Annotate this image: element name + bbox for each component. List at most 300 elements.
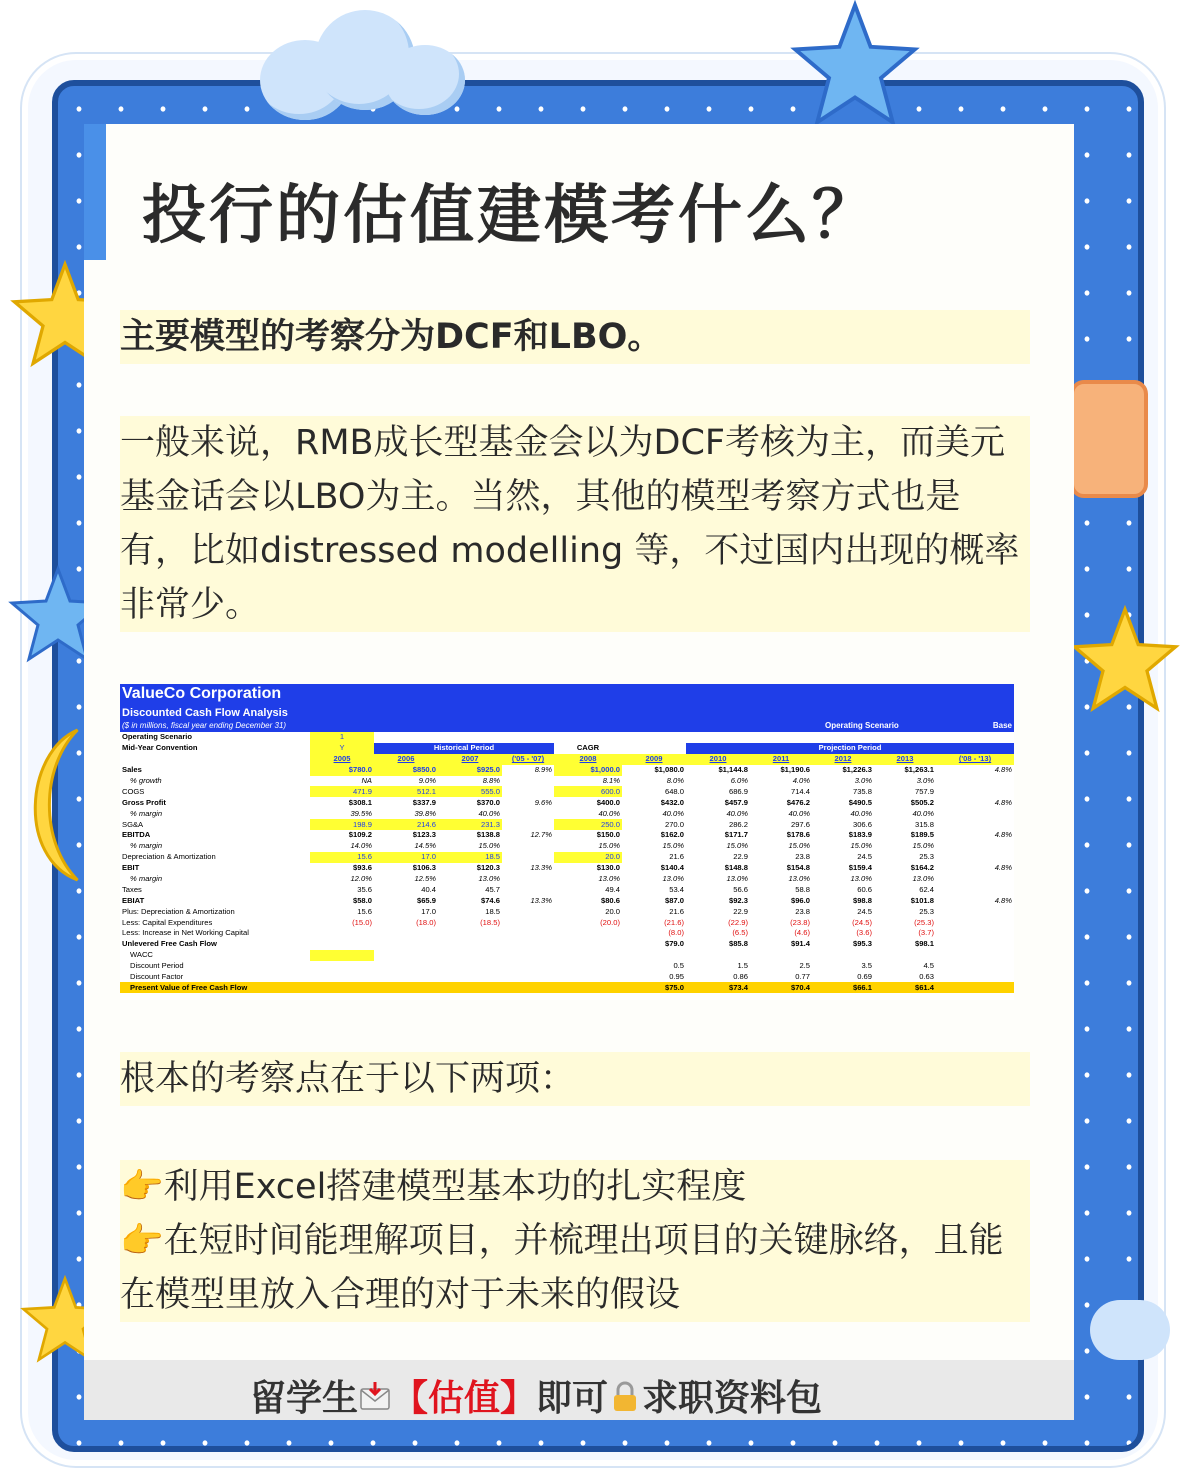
sheet-value: 18.5 — [438, 852, 502, 863]
pointing-hand-icon: 👉 — [120, 1221, 164, 1261]
sheet-value: $79.0 — [664, 939, 684, 949]
sheet-cell — [374, 732, 438, 743]
sheet-value: 24.5 — [857, 906, 872, 916]
sheet-value: 198.9 — [310, 819, 374, 830]
sheet-value: 21.6 — [669, 852, 684, 862]
sheet-row-label: COGS — [122, 786, 145, 796]
sheet-value: $183.9 — [848, 830, 872, 840]
sheet-scenario-label: Operating Scenario — [825, 721, 899, 730]
intro-paragraph: 主要模型的考察分为DCF和LBO。 — [120, 310, 1030, 364]
sheet-value: 20.0 — [605, 906, 620, 916]
sheet-value: 40.0% — [850, 808, 872, 818]
sheet-value: 270.0 — [664, 819, 684, 829]
year-header: 2009 — [622, 754, 686, 765]
sheet-row — [120, 743, 1014, 754]
sheet-cagr — [936, 808, 1014, 819]
sheet-value: $148.8 — [724, 863, 748, 873]
sheet-cell — [812, 732, 874, 743]
sheet-value: 22.9 — [733, 852, 748, 862]
sheet-value — [310, 928, 374, 939]
sheet-company: ValueCo Corporation — [122, 685, 282, 702]
sheet-row-label: % growth — [130, 776, 162, 785]
sheet-cagr — [936, 982, 1014, 993]
sheet-row-label: Present Value of Free Cash Flow — [120, 982, 310, 993]
sheet-value: $101.8 — [910, 895, 934, 905]
sheet-cagr — [936, 884, 1014, 895]
sheet-value: (15.0) — [352, 917, 372, 927]
sheet-value: 15.6 — [357, 906, 372, 916]
sheet-row — [120, 830, 1014, 841]
sheet-value: 23.8 — [795, 906, 810, 916]
sheet-value: $138.8 — [476, 830, 500, 840]
sheet-value: 297.6 — [790, 819, 810, 829]
sheet-value: $120.3 — [476, 863, 500, 873]
sheet-cagr — [502, 786, 554, 797]
content-card — [84, 124, 1074, 1420]
sheet-value: 13.0% — [662, 874, 684, 884]
sheet-value — [438, 950, 502, 961]
sheet-value: $400.0 — [596, 797, 620, 807]
sheet-value — [686, 950, 750, 961]
sheet-row — [120, 884, 1014, 895]
sheet-value: $925.0 — [438, 765, 502, 776]
sheet-cagr — [936, 928, 1014, 939]
sheet-value: 8.0% — [666, 776, 684, 785]
sheet-row — [120, 797, 1014, 808]
sheet-value: (3.6) — [856, 928, 872, 938]
sheet-cagr — [502, 982, 554, 993]
sheet-value — [374, 982, 438, 993]
sheet-value: $66.1 — [812, 982, 874, 993]
sheet-value: $98.8 — [852, 895, 872, 905]
sheet-value: $96.0 — [790, 895, 810, 905]
sheet-value: $92.3 — [728, 895, 748, 905]
sheet-value: $58.0 — [352, 895, 372, 905]
sheet-value — [374, 972, 438, 983]
sheet-row — [120, 776, 1014, 787]
sheet-value: $178.6 — [786, 830, 810, 840]
sheet-row-label: Depreciation & Amortization — [122, 852, 216, 862]
sheet-value: 1.5 — [737, 961, 748, 971]
sheet-value — [438, 939, 502, 950]
sheet-row — [120, 841, 1014, 852]
sheet-value: 15.0% — [662, 841, 684, 851]
sheet-value: $1,144.8 — [718, 765, 748, 775]
sheet-value: $164.2 — [910, 863, 934, 873]
sheet-cagr — [502, 961, 554, 972]
year-header: 2006 — [374, 754, 438, 765]
sheet-value: $780.0 — [310, 765, 374, 776]
sheet-value: 4.5 — [923, 961, 934, 971]
sheet-value — [374, 928, 438, 939]
sheet-row-label: % margin — [130, 808, 163, 818]
sheet-value: $490.5 — [848, 797, 872, 807]
dcf-spreadsheet — [120, 684, 1014, 1000]
sheet-value: 2.5 — [799, 961, 810, 971]
sheet-row — [120, 863, 1014, 874]
sheet-row — [120, 917, 1014, 928]
footer-post2: 求职资料包 — [642, 1378, 823, 1419]
sheet-value: (4.6) — [794, 928, 810, 938]
footer-banner — [84, 1360, 1074, 1420]
sheet-value: $505.2 — [910, 797, 934, 807]
sheet-row — [120, 939, 1014, 950]
sheet-row-label: Discount Factor — [130, 972, 184, 982]
sheet-cagr: 8.9% — [534, 765, 552, 775]
sheet-value: $150.0 — [596, 830, 620, 840]
sheet-value: $61.4 — [874, 982, 936, 993]
sheet-value: $370.0 — [476, 797, 500, 807]
sheet-value: 20.0 — [554, 852, 622, 863]
sheet-value: $457.9 — [724, 797, 748, 807]
sheet-value: 12.0% — [350, 874, 372, 884]
sheet-value: 35.6 — [357, 884, 372, 894]
sheet-row — [120, 754, 1014, 765]
sheet-value: 735.8 — [852, 786, 872, 796]
sheet-input-cell: Y — [310, 743, 374, 754]
sheet-row — [120, 786, 1014, 797]
sheet-value — [438, 972, 502, 983]
sheet-cell — [120, 754, 310, 765]
sheet-row — [120, 765, 1014, 776]
sheet-cell — [750, 732, 812, 743]
cloud-icon — [1090, 1300, 1170, 1360]
sheet-row-label: Taxes — [122, 884, 142, 894]
sheet-value: 15.0% — [598, 841, 620, 851]
sheet-value: $65.9 — [416, 895, 436, 905]
sheet-value: 306.6 — [852, 819, 872, 829]
sheet-value: 60.6 — [857, 884, 872, 894]
star-icon — [1070, 600, 1180, 720]
sheet-cagr — [502, 884, 554, 895]
sheet-value — [310, 982, 374, 993]
sheet-value: $73.4 — [686, 982, 750, 993]
sheet-value — [438, 928, 502, 939]
sheet-cell — [622, 732, 686, 743]
sheet-cell — [622, 743, 686, 754]
sheet-row-label: Plus: Depreciation & Amortization — [122, 906, 235, 916]
sheet-row — [120, 950, 1014, 961]
sheet-value: $95.3 — [852, 939, 872, 949]
sheet-row — [120, 808, 1014, 819]
sheet-row — [120, 819, 1014, 830]
sheet-value: (20.0) — [600, 917, 620, 927]
sheet-row-label: Gross Profit — [122, 797, 166, 807]
sheet-value: $1,080.0 — [654, 765, 684, 775]
sheet-cagr — [936, 819, 1014, 830]
sheet-row-label: Operating Scenario — [122, 732, 193, 742]
footer-post1: 即可 — [536, 1378, 609, 1419]
sheet-cell — [502, 732, 554, 743]
sheet-value: 0.5 — [673, 961, 684, 971]
sheet-cagr: 12.7% — [530, 830, 552, 840]
sheet-value: 18.5 — [485, 906, 500, 916]
sheet-row — [120, 928, 1014, 939]
sheet-row — [120, 852, 1014, 863]
sheet-cagr — [502, 852, 554, 863]
sheet-value: (18.0) — [416, 917, 436, 927]
sheet-cell — [936, 732, 1014, 743]
sheet-row-label: % margin — [130, 874, 163, 884]
sheet-value: $140.4 — [660, 863, 684, 873]
sheet-cagr: 9.6% — [534, 797, 552, 807]
footer-pre: 留学生 — [250, 1378, 359, 1419]
sheet-value: (6.5) — [732, 928, 748, 938]
sheet-row — [120, 895, 1014, 906]
sheet-cell — [686, 732, 750, 743]
year-header: 2007 — [438, 754, 502, 765]
year-header: 2010 — [686, 754, 750, 765]
sheet-value — [554, 950, 622, 961]
sheet-value: 39.5% — [350, 808, 372, 818]
sheet-cagr — [502, 906, 554, 917]
sheet-value: (18.5) — [480, 917, 500, 927]
sheet-value: 40.0% — [726, 808, 748, 818]
sheet-value: 6.0% — [730, 776, 748, 785]
sheet-value — [554, 972, 622, 983]
sheet-value: $98.1 — [914, 939, 934, 949]
sheet-row-label: EBITDA — [122, 830, 151, 840]
sheet-value: 25.3 — [919, 906, 934, 916]
sheet-value: 8.1% — [602, 776, 620, 785]
sheet-value: 25.3 — [919, 852, 934, 862]
sheet-value: $1,263.1 — [904, 765, 934, 775]
sheet-value: 471.9 — [310, 786, 374, 797]
sheet-value: 3.5 — [861, 961, 872, 971]
sheet-cagr — [502, 950, 554, 961]
sheet-cagr — [502, 819, 554, 830]
sheet-value: 13.0% — [726, 874, 748, 884]
sheet-row — [120, 961, 1014, 972]
sheet-value: 757.9 — [914, 786, 934, 796]
sheet-value: 22.9 — [733, 906, 748, 916]
sheet-value: 53.4 — [669, 884, 684, 894]
sheet-value: $159.4 — [848, 863, 872, 873]
sheet-value: 0.86 — [733, 972, 748, 982]
sheet-value: 0.77 — [795, 972, 810, 982]
sheet-cagr — [936, 874, 1014, 885]
sheet-value: 3.0% — [916, 776, 934, 785]
dcf-table — [120, 732, 1014, 993]
sheet-cagr — [936, 906, 1014, 917]
sheet-value: 9.0% — [418, 776, 436, 785]
year-header: 2012 — [812, 754, 874, 765]
sheet-value: 40.0% — [912, 808, 934, 818]
sheet-cagr — [936, 841, 1014, 852]
sheet-cagr — [936, 776, 1014, 787]
sheet-cagr — [502, 874, 554, 885]
sheet-value: $1,190.6 — [780, 765, 810, 775]
sheet-row-label: Discount Period — [130, 961, 184, 971]
sheet-value: (3.7) — [918, 928, 934, 938]
sheet-row-label: Less: Capital Expenditures — [122, 917, 213, 927]
sheet-value: 714.4 — [790, 786, 810, 796]
sheet-value — [374, 939, 438, 950]
sheet-cell — [554, 732, 622, 743]
sheet-value: $80.6 — [600, 895, 620, 905]
sheet-row-label: Less: Increase in Net Working Capital — [122, 928, 249, 938]
star-icon — [780, 0, 930, 130]
sheet-value: 40.0% — [598, 808, 620, 818]
sheet-value: 512.1 — [374, 786, 438, 797]
sheet-value: $91.4 — [790, 939, 810, 949]
sheet-value: 40.0% — [788, 808, 810, 818]
sheet-value: $308.1 — [348, 797, 372, 807]
sheet-value: (22.9) — [728, 917, 748, 927]
sheet-scenario-case: Base — [992, 721, 1012, 730]
sheet-value: 23.8 — [795, 852, 810, 862]
sheet-cagr: 4.8% — [994, 797, 1012, 807]
sheet-cagr: 13.3% — [530, 863, 552, 873]
sheet-cell — [438, 732, 502, 743]
historical-period-header: Historical Period — [374, 743, 554, 754]
sheet-row-label: Unlevered Free Cash Flow — [122, 939, 217, 949]
sheet-cagr: 4.8% — [994, 863, 1012, 873]
sheet-row-label: EBIT — [122, 863, 140, 873]
sheet-value: $130.0 — [596, 863, 620, 873]
sheet-value — [438, 982, 502, 993]
sheet-value: 45.7 — [485, 884, 500, 894]
sheet-value: 49.4 — [605, 884, 620, 894]
sheet-value: 600.0 — [554, 786, 622, 797]
sheet-value — [438, 961, 502, 972]
sheet-value: $337.9 — [412, 797, 436, 807]
sheet-value: $123.3 — [412, 830, 436, 840]
sheet-cagr — [936, 786, 1014, 797]
sheet-value — [622, 950, 686, 961]
sheet-value — [554, 982, 622, 993]
sheet-value: 21.6 — [669, 906, 684, 916]
sheet-units: ($ in millions, fiscal year ending December 31) — [122, 721, 287, 730]
tag-icon — [1070, 380, 1148, 498]
page-title: 投行的估值建模考什么？ — [142, 179, 879, 253]
sheet-value: $154.8 — [786, 863, 810, 873]
sheet-row-label: Sales — [122, 765, 142, 775]
sheet-row — [120, 874, 1014, 885]
sheet-cell — [874, 732, 936, 743]
sheet-value: $109.2 — [348, 830, 372, 840]
sheet-value: $1,226.3 — [842, 765, 872, 775]
sheet-value — [310, 972, 374, 983]
pointing-hand-icon: 👉 — [120, 1167, 164, 1207]
sheet-value: 15.0% — [912, 841, 934, 851]
year-header: 2005 — [310, 754, 374, 765]
sheet-value: 13.0% — [912, 874, 934, 884]
sheet-value: $93.6 — [352, 863, 372, 873]
year-header: 2011 — [750, 754, 812, 765]
lock-icon — [608, 1380, 642, 1414]
sheet-value: 286.2 — [728, 819, 748, 829]
sheet-value: 15.0% — [726, 841, 748, 851]
sheet-value: 0.63 — [919, 972, 934, 982]
sheet-cagr — [502, 776, 554, 787]
sheet-value: (23.8) — [790, 917, 810, 927]
year-header: 2013 — [874, 754, 936, 765]
sheet-value: $171.7 — [724, 830, 748, 840]
sheet-value: $106.3 — [412, 863, 436, 873]
sheet-value — [554, 928, 622, 939]
sheet-row — [120, 972, 1014, 983]
sheet-value: 14.5% — [414, 841, 436, 851]
sheet-value: 15.6 — [310, 852, 374, 863]
sheet-value: 12.5% — [414, 874, 436, 884]
sheet-row-label: SG&A — [122, 819, 144, 829]
sheet-value: 62.4 — [919, 884, 934, 894]
sheet-value: 40.0% — [478, 808, 500, 818]
sheet-value: $75.0 — [622, 982, 686, 993]
projection-period-header: Projection Period — [686, 743, 1014, 754]
sheet-value: $476.2 — [786, 797, 810, 807]
sheet-value: 214.6 — [374, 819, 438, 830]
sheet-value — [374, 950, 438, 961]
sheet-subtitle: Discounted Cash Flow Analysis — [122, 707, 288, 719]
sheet-row-label: % margin — [130, 841, 163, 851]
sheet-value — [750, 950, 812, 961]
sheet-value — [374, 961, 438, 972]
sheet-cagr — [936, 961, 1014, 972]
sheet-value: 14.0% — [350, 841, 372, 851]
sheet-value: $850.0 — [374, 765, 438, 776]
sheet-value: 8.8% — [482, 776, 500, 785]
sheet-value — [310, 939, 374, 950]
sheet-input-cell: 1 — [310, 732, 374, 743]
sheet-row — [120, 906, 1014, 917]
sheet-cagr — [936, 939, 1014, 950]
sheet-value: 315.8 — [914, 819, 934, 829]
year-header: 2008 — [554, 754, 622, 765]
key-points-intro: 根本的考察点在于以下两项： — [120, 1052, 1030, 1106]
sheet-value: 250.0 — [554, 819, 622, 830]
sheet-row-label: WACC — [130, 950, 153, 960]
cagr-header: CAGR — [576, 743, 600, 753]
sheet-value: $1,000.0 — [554, 765, 622, 776]
sheet-value: 13.0% — [478, 874, 500, 884]
sheet-value: 15.0% — [850, 841, 872, 851]
title-accent-bar — [84, 124, 106, 260]
cagr-range: ('05 - '07) — [502, 754, 554, 765]
sheet-value: $162.0 — [660, 830, 684, 840]
sheet-value: $85.8 — [728, 939, 748, 949]
sheet-value: 56.6 — [733, 884, 748, 894]
sheet-cagr: 13.3% — [530, 895, 552, 905]
sheet-cagr — [936, 950, 1014, 961]
sheet-cagr — [936, 852, 1014, 863]
sheet-cagr — [502, 972, 554, 983]
sheet-value: 15.0% — [478, 841, 500, 851]
bullet-item — [120, 1214, 1030, 1322]
sheet-value: $432.0 — [660, 797, 684, 807]
sheet-cagr: 4.8% — [994, 895, 1012, 905]
sheet-cagr — [502, 928, 554, 939]
sheet-value: 686.9 — [728, 786, 748, 796]
sheet-value — [554, 939, 622, 950]
footer-keyword: 【估值】 — [392, 1378, 537, 1419]
sheet-value: 17.0 — [421, 906, 436, 916]
sheet-value: 4.0% — [792, 776, 810, 785]
cloud-icon — [240, 0, 470, 120]
bullet-text: 在短时间能理解项目，并梳理出项目的关键脉络，且能在模型里放入合理的对于未来的假设 — [120, 1221, 1004, 1315]
sheet-value: 39.8% — [414, 808, 436, 818]
sheet-row — [120, 732, 1014, 743]
sheet-value: 40.0% — [662, 808, 684, 818]
sheet-header — [120, 684, 1014, 732]
sheet-value: 15.0% — [788, 841, 810, 851]
sheet-cagr — [936, 917, 1014, 928]
sheet-value: 3.0% — [854, 776, 872, 785]
sheet-row-label: EBIAT — [122, 895, 145, 905]
sheet-value: 58.8 — [795, 884, 810, 894]
sheet-value: 40.4 — [421, 884, 436, 894]
